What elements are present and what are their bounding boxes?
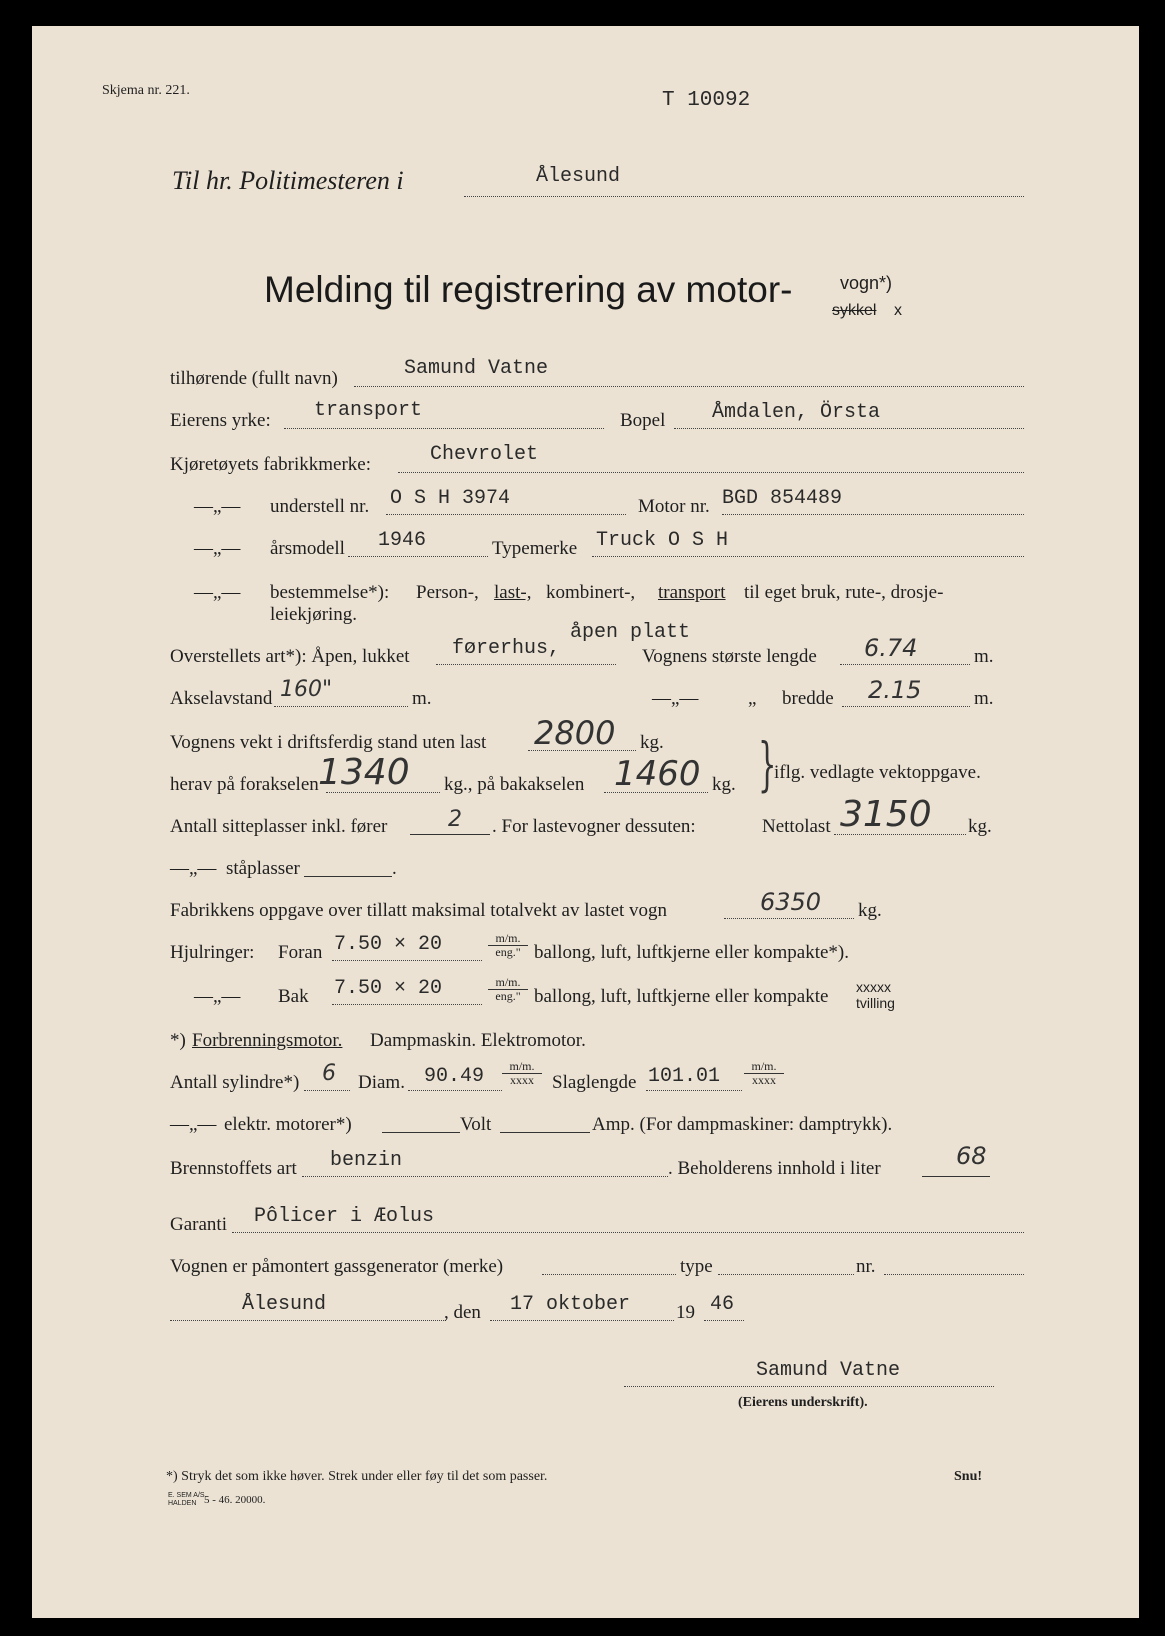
tires-rear-line <box>332 1004 482 1005</box>
wheelbase-label: Akselavstand <box>170 688 273 709</box>
body-fill-1: førerhus, <box>452 637 561 660</box>
owner-line <box>354 386 1024 387</box>
width-unit: m. <box>974 688 994 709</box>
weight-label: Vognens vekt i driftsferdig stand uten last <box>170 732 487 753</box>
date-label: , den <box>444 1302 481 1323</box>
gas-type-line <box>718 1274 854 1275</box>
turn-page: Snu! <box>954 1469 983 1484</box>
engine-types-rest: Dampmaskin. Elektromotor. <box>370 1030 586 1051</box>
tire-types-rear: ballong, luft, luftkjerne eller kompakte <box>534 986 829 1007</box>
width-value: 2.15 <box>868 676 922 704</box>
footer-note: *) Stryk det som ikke høver. Strek under eller føy til det som passer. <box>166 1469 548 1484</box>
title-sykkel-struck: sykkel <box>832 302 877 319</box>
tires-rear-label: Bak <box>278 986 309 1007</box>
owner-label: tilhørende (fullt navn) <box>170 368 338 389</box>
tires-front-unit <box>488 932 528 959</box>
gas-nr-label: nr. <box>856 1256 876 1277</box>
year-label: årsmodell <box>270 538 345 559</box>
unit-mm: m/m. <box>488 976 528 990</box>
max-weight-line <box>724 918 854 919</box>
purpose-kombinert: kombinert-, <box>546 582 636 603</box>
motor-label: Motor nr. <box>638 496 710 517</box>
netload-value: 3150 <box>840 794 932 835</box>
rear-axle-label: kg., på bakakselen <box>444 774 585 795</box>
ditto-mark: —„— <box>170 858 217 879</box>
tires-front-line <box>332 960 482 961</box>
seats-line <box>410 834 490 835</box>
front-axle-label: herav på forakselen <box>170 774 319 795</box>
form-title <box>264 268 792 312</box>
wheelbase-unit: m. <box>412 688 432 709</box>
netload-unit: kg. <box>968 816 992 837</box>
date-line <box>490 1320 674 1321</box>
standing-dot: . <box>392 858 397 879</box>
electric-label: elektr. motorer*) <box>224 1114 352 1135</box>
unit-mm: m/m. <box>502 1060 542 1074</box>
volt-line <box>500 1132 590 1133</box>
guarantee-label: Garanti <box>170 1214 227 1235</box>
width-label: bredde <box>782 688 834 709</box>
engine-type-combustion: Forbrenningsmotor. <box>192 1030 343 1051</box>
form-page <box>32 26 1139 1618</box>
sign-year: 46 <box>710 1293 735 1316</box>
weight-unit: kg. <box>640 732 664 753</box>
tires-rear-value: 7.50 × 20 <box>334 977 443 1000</box>
unit-eng: eng." <box>495 945 521 959</box>
stroke-line <box>646 1090 742 1091</box>
weight-value: 2800 <box>534 714 616 752</box>
cargo-note: . For lastevogner dessuten: <box>492 816 696 837</box>
ditto-mark: —„— <box>652 688 699 709</box>
title-main: Melding til registrering av motor- <box>264 269 793 310</box>
addressee-line <box>464 196 1024 197</box>
unit-eng: eng." <box>495 989 521 1003</box>
motor-line <box>722 514 1024 515</box>
volt-label: Volt <box>460 1114 492 1135</box>
gas-type-label: type <box>680 1256 713 1277</box>
residence-label: Bopel <box>620 410 666 431</box>
wheelbase-line <box>274 706 408 707</box>
purpose-last: last-, <box>494 582 532 603</box>
weight-note: iflg. vedlagte vektoppgave. <box>774 762 981 783</box>
length-unit: m. <box>974 646 994 667</box>
rear-axle-value: 1460 <box>614 754 701 794</box>
guarantee-value: Pôlicer i Æolus <box>254 1205 435 1228</box>
seats-label: Antall sitteplasser inkl. fører <box>170 816 388 837</box>
ditto-mark: —„— <box>170 1114 217 1135</box>
stroke-value: 101.01 <box>648 1065 721 1088</box>
purpose-person: Person-, <box>416 582 479 603</box>
length-line <box>840 664 970 665</box>
body-fill-2: åpen platt <box>570 621 691 644</box>
weight-brace: } <box>758 730 777 798</box>
reference-number: T 10092 <box>662 89 751 112</box>
tires-label: Hjulringer: <box>170 942 255 963</box>
body-line <box>436 664 616 665</box>
addressee-label: Til hr. Politimesteren i <box>172 166 404 195</box>
seats-value: 2 <box>448 807 462 832</box>
ditto-mark: —„— <box>194 538 241 559</box>
gas-nr-line <box>884 1274 1024 1275</box>
form-number: Skjema nr. 221. <box>102 83 190 98</box>
title-vogn: vogn*) <box>840 273 893 293</box>
signature-caption: (Eierens underskrift). <box>738 1395 868 1410</box>
ditto-mark: —„— <box>194 496 241 517</box>
max-weight-value: 6350 <box>760 888 822 916</box>
occupation-line <box>284 428 604 429</box>
place-line <box>170 1320 446 1321</box>
guarantee-line <box>232 1232 1024 1233</box>
tires-front-value: 7.50 × 20 <box>334 933 443 956</box>
occupation-label: Eierens yrke: <box>170 410 271 431</box>
cylinders-value: 6 <box>322 1061 336 1086</box>
width-quote: „ <box>748 688 757 709</box>
owner-name: Samund Vatne <box>404 357 549 380</box>
signature-line <box>624 1386 994 1387</box>
gas-make-line <box>542 1274 676 1275</box>
stroke-unit-struck: xxxx <box>752 1073 776 1087</box>
wheelbase-value: 160" <box>280 677 333 702</box>
length-value: 6.74 <box>864 634 918 662</box>
length-label: Vognens største lengde <box>642 646 817 667</box>
tire-rear-struck: xxxxx <box>856 979 891 995</box>
electric-line <box>382 1132 460 1133</box>
type-label: Typemerke <box>492 538 578 559</box>
diam-line <box>408 1090 502 1091</box>
tires-front-label: Foran <box>278 942 323 963</box>
front-axle-value: 1340 <box>318 752 410 793</box>
residence-line <box>674 428 1024 429</box>
sign-date: 17 oktober <box>510 1293 631 1316</box>
diam-label: Diam. <box>358 1072 405 1093</box>
purpose-line2: leiekjøring. <box>270 604 358 625</box>
year-prefix: 19 <box>676 1302 695 1323</box>
gas-label: Vognen er påmontert gassgenerator (merke) <box>170 1256 504 1277</box>
year-value: 1946 <box>378 529 427 552</box>
cylinders-label: Antall sylindre*) <box>170 1072 300 1093</box>
unit-mm: m/m. <box>488 932 528 946</box>
body-label: Overstellets art*): Åpen, lukket <box>170 646 410 667</box>
ditto-mark: —„— <box>194 986 241 1007</box>
ditto-mark: —„— <box>194 582 241 603</box>
tires-rear-unit <box>488 976 528 1003</box>
stroke-unit <box>744 1060 784 1087</box>
standing-label: ståplasser <box>226 858 300 879</box>
chassis-line <box>386 514 626 515</box>
fuel-line <box>302 1176 668 1177</box>
stroke-label: Slaglengde <box>552 1072 637 1093</box>
tire-rear-twin: tvilling <box>856 995 895 1011</box>
motor-value: BGD 854489 <box>722 487 843 510</box>
print-run: 5 - 46. 20000. <box>204 1494 266 1506</box>
engine-star: *) <box>170 1030 186 1051</box>
chassis-label: understell nr. <box>270 496 370 517</box>
sign-place: Ålesund <box>242 1293 327 1316</box>
unit-mm: m/m. <box>744 1060 784 1074</box>
printer-mark: E. SEM A/S HALDEN <box>168 1492 205 1507</box>
type-line <box>592 556 1024 557</box>
sign-year-line <box>704 1320 744 1321</box>
standing-line <box>304 876 392 877</box>
tank-line <box>922 1176 990 1177</box>
diam-value: 90.49 <box>424 1065 485 1088</box>
rear-axle-unit: kg. <box>712 774 736 795</box>
owner-signature: Samund Vatne <box>756 1359 901 1382</box>
make-label: Kjøretøyets fabrikkmerke: <box>170 454 372 475</box>
tank-label: . Beholderens innhold i liter <box>668 1158 881 1179</box>
make-value: Chevrolet <box>430 443 539 466</box>
chassis-value: O S H 3974 <box>390 487 511 510</box>
diam-unit <box>502 1060 542 1087</box>
purpose-transport: transport <box>658 582 726 603</box>
addressee-city: Ålesund <box>536 165 621 188</box>
max-weight-label: Fabrikkens oppgave over tillatt maksimal totalvekt av lastet vogn <box>170 900 668 921</box>
occupation-value: transport <box>314 399 423 422</box>
fuel-value: benzin <box>330 1149 403 1172</box>
cylinders-line <box>304 1090 350 1091</box>
type-value: Truck O S H <box>596 529 729 552</box>
residence-value: Åmdalen, Örsta <box>712 401 881 424</box>
make-line <box>398 472 1024 473</box>
diam-unit-struck: xxxx <box>510 1073 534 1087</box>
tire-types-front: ballong, luft, luftkjerne eller kompakte*). <box>534 942 849 963</box>
purpose-label: bestemmelse*): <box>270 582 390 603</box>
title-x: x <box>894 302 902 319</box>
amp-label: Amp. (For dampmaskiner: damptrykk). <box>592 1114 893 1135</box>
year-line <box>348 556 488 557</box>
max-weight-unit: kg. <box>858 900 882 921</box>
width-line <box>842 706 970 707</box>
tank-value: 68 <box>956 1142 987 1170</box>
netload-label: Nettolast <box>762 816 831 837</box>
purpose-rest: til eget bruk, rute-, drosje- <box>744 582 944 603</box>
fuel-label: Brennstoffets art <box>170 1158 297 1179</box>
